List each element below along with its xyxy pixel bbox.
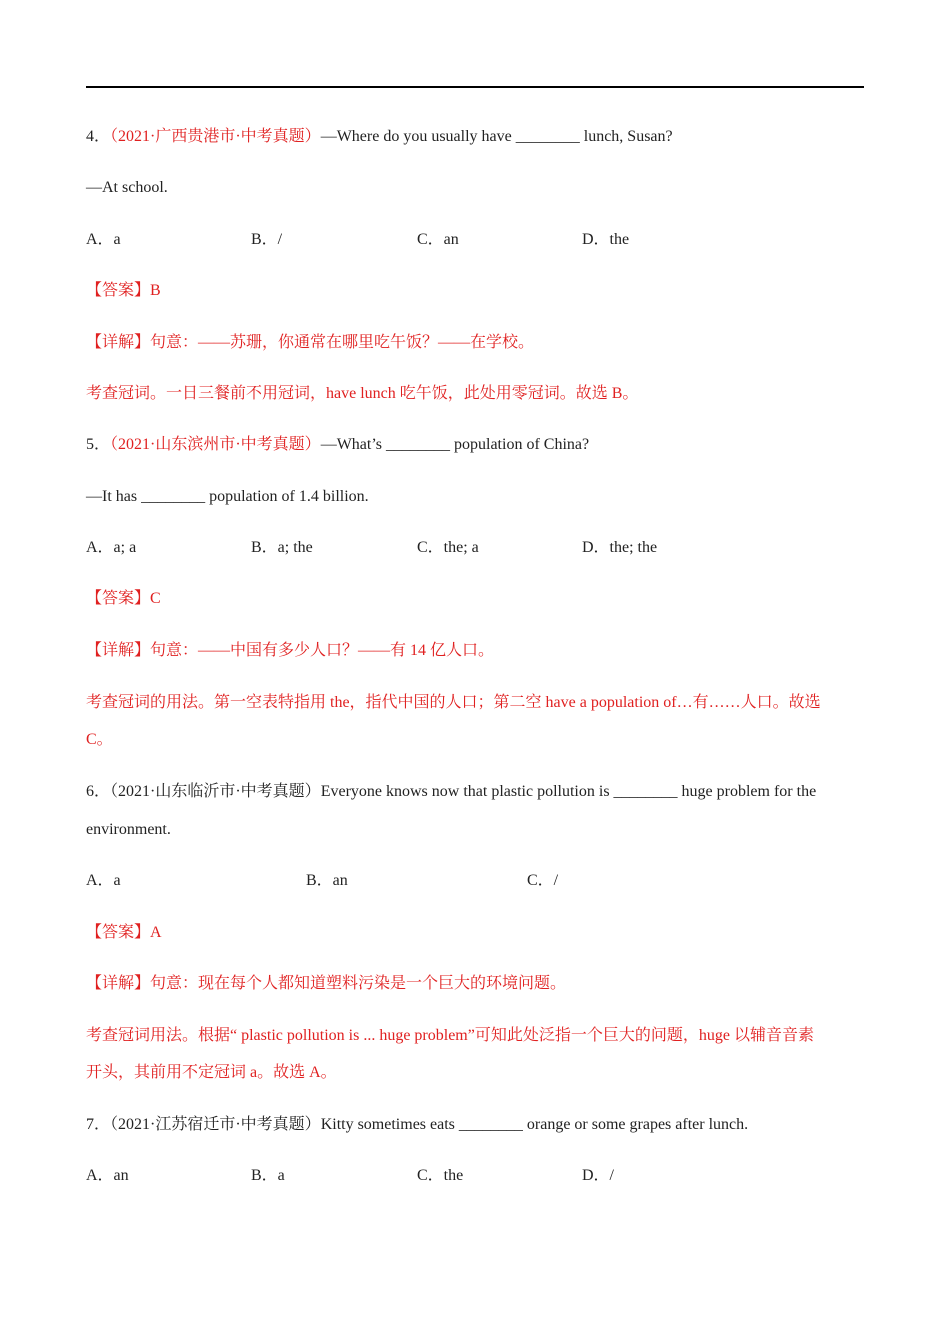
question-6-stem (86, 781, 816, 803)
option-c: C．/ (527, 872, 559, 889)
option-c: C．the; a (417, 539, 479, 556)
analysis-text: 考查冠词用法。根据“ plastic pollution is ... huge problem”可知此处泛指一个巨大的问题，huge 以辅音音素 (86, 1027, 814, 1044)
option-b: B．an (306, 872, 348, 889)
option-c: C．the (417, 1167, 464, 1184)
header-rule (86, 86, 864, 88)
question-text: Everyone knows now that plastic pollution is ________ huge problem for the (320, 783, 817, 800)
option-b: B．a; the (251, 539, 313, 556)
question-source: （2021·山东临沂市·中考真题） (110, 783, 321, 800)
question-5-reply: —It has ________ population of 1.4 billion. (86, 488, 369, 505)
question-number: 6． (86, 783, 111, 800)
question-source: （2021·江苏宿迁市·中考真题） (110, 1116, 321, 1133)
option-c: C．an (417, 231, 459, 248)
option-b: B．a (251, 1167, 285, 1184)
question-5-stem (86, 434, 589, 456)
option-a: A．a; a (86, 539, 137, 556)
question-number: 5． (86, 436, 111, 453)
question-text: —What’s ________ population of China? (320, 436, 590, 453)
option-a: A．an (86, 1167, 129, 1184)
option-a: A．a (86, 872, 121, 889)
analysis-text: 考查冠词的用法。第一空表特指用 the，指代中国的人口；第二空 have a population of…有……人口。故选 (86, 694, 821, 711)
answer-label: 【答案】C (86, 590, 161, 607)
option-a: A．a (86, 231, 121, 248)
question-7-stem (86, 1114, 748, 1136)
question-4-stem (86, 126, 673, 148)
answer-label: 【答案】A (86, 924, 162, 941)
question-6-stem-cont: environment. (86, 821, 171, 838)
analysis-text-cont: C。 (86, 731, 113, 748)
detail-text: 【详解】句意：——中国有多少人口？——有 14 亿人口。 (86, 642, 495, 659)
question-number: 7． (86, 1116, 111, 1133)
analysis-text-cont: 开头，其前用不定冠词 a。故选 A。 (86, 1064, 337, 1081)
question-source: （2021·广西贵港市·中考真题） (110, 128, 321, 145)
question-number: 4． (86, 128, 111, 145)
option-b: B．/ (251, 231, 283, 248)
question-text: —Where do you usually have ________ lunch, Susan? (320, 128, 673, 145)
answer-label: 【答案】B (86, 282, 161, 299)
option-d: D．the (582, 231, 630, 248)
question-4-reply: —At school. (86, 179, 168, 196)
analysis-text: 考查冠词。一日三餐前不用冠词，have lunch 吃午饭，此处用零冠词。故选 B。 (86, 385, 639, 402)
option-d: D．/ (582, 1167, 615, 1184)
question-text: Kitty sometimes eats ________ orange or some grapes after lunch. (320, 1116, 749, 1133)
detail-text: 【详解】句意：现在每个人都知道塑料污染是一个巨大的环境问题。 (86, 975, 567, 992)
question-source: （2021·山东滨州市·中考真题） (110, 436, 321, 453)
option-d: D．the; the (582, 539, 658, 556)
detail-text: 【详解】句意：——苏珊，你通常在哪里吃午饭？——在学校。 (86, 334, 535, 351)
